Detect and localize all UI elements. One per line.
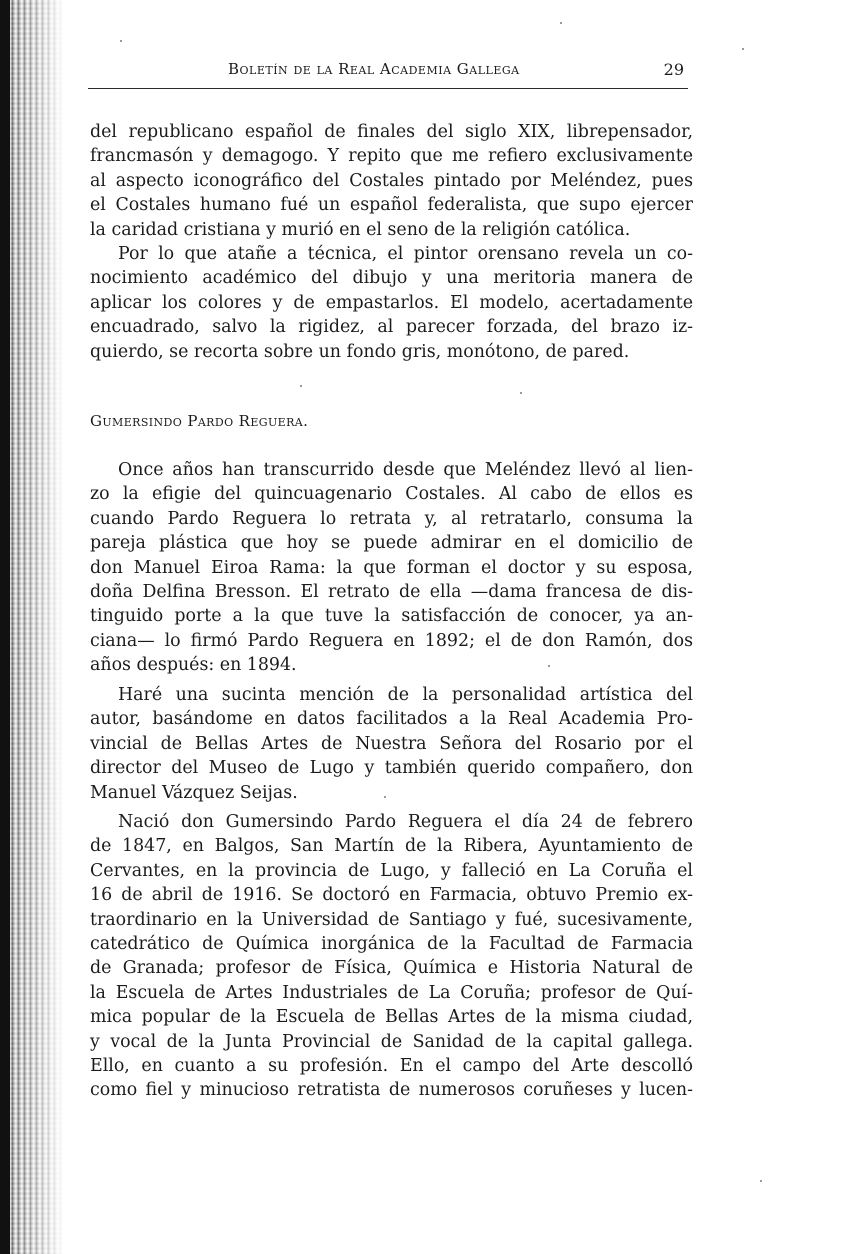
- text-line: director del Museo de Lugo y también querido compañero, don: [90, 758, 693, 779]
- paragraph-once-anos: [90, 458, 693, 678]
- header-rule: [88, 88, 688, 89]
- text-line: la caridad cristiana y murió en el seno de la religión católica.: [90, 219, 631, 240]
- paper-speck: [520, 392, 522, 394]
- text-line: el Costales humano fué un español federalista, que supo ejercer: [90, 195, 693, 216]
- text-line: mica popular de la Escuela de Bellas Artes de la misma ciudad,: [90, 1007, 693, 1028]
- text-line: la Escuela de Artes Industriales de La Coruña; profesor de Quí-: [90, 982, 693, 1003]
- text-line: al aspecto iconográfico del Costales pintado por Meléndez, pues: [90, 170, 693, 191]
- text-line: 16 de abril de 1916. Se doctoró en Farmacia, obtuvo Premio ex-: [90, 885, 693, 906]
- paper-speck: [120, 40, 122, 42]
- text-line: quierdo, se recorta sobre un fondo gris, monótono, de pared.: [90, 341, 630, 362]
- text-line: Ello, en cuanto a su profesión. En el campo del Arte descolló: [90, 1055, 693, 1076]
- text-line: del republicano español de finales del siglo XIX, librepensador,: [90, 122, 693, 142]
- journal-title: Boletín de la Real Academia Gallega: [228, 60, 520, 78]
- text-line: traordinario en la Universidad de Santiago y fué, sucesivamente,: [90, 909, 693, 930]
- text-line: como fiel y minucioso retratista de numerosos coruñeses y lucen-: [90, 1080, 693, 1101]
- text-line: autor, basándome en datos facilitados a la Real Academia Pro-: [90, 709, 693, 730]
- text-line: pareja plástica que hoy se puede admirar en el domicilio de: [90, 533, 693, 554]
- book-spine-edge: [0, 0, 10, 1254]
- text-line: y vocal de la Junta Provincial de Sanidad de la capital gallega.: [90, 1031, 693, 1052]
- text-line: don Manuel Eiroa Rama: la que forman el doctor y su esposa,: [90, 557, 693, 578]
- text-line: zo la efigie del quincuagenario Costales. Al cabo de ellos es: [90, 484, 693, 505]
- section-heading: Gumersindo Pardo Reguera.: [90, 412, 309, 430]
- paper-speck: [742, 48, 744, 50]
- text-line: doña Delfina Bresson. El retrato de ella —dama francesa de dis-: [90, 581, 693, 602]
- text-line: francmasón y demagogo. Y repito que me refiero exclusivamente: [90, 146, 693, 167]
- page-number: 29: [663, 60, 684, 79]
- text-line: Por lo que atañe a técnica, el pintor orensano revela un co-: [118, 243, 693, 264]
- text-line: Cervantes, en la provincia de Lugo, y falleció en La Coruña el: [90, 860, 693, 881]
- paper-speck: [760, 1180, 762, 1182]
- text-line: nocimiento académico del dibujo y una meritoria manera de: [90, 268, 693, 289]
- text-line: Nació don Gumersindo Pardo Reguera el día 24 de febrero: [118, 812, 693, 832]
- text-line: tinguido porte a la que tuve la satisfacción de conocer, ya an-: [90, 606, 693, 627]
- text-line: encuadrado, salvo la rigidez, al parecer forzada, del brazo iz-: [90, 317, 693, 338]
- paragraph-mencion: [90, 683, 693, 805]
- text-line: cuando Pardo Reguera lo retrata y, al retratarlo, consuma la: [90, 508, 693, 529]
- paper-speck: [300, 385, 302, 387]
- paper-speck: [560, 22, 562, 24]
- text-line: aplicar los colores y de empastarlos. El modelo, acertadamente: [90, 292, 693, 313]
- text-line: años después: en 1894.: [90, 655, 297, 676]
- paper-speck: [384, 796, 386, 798]
- text-line: ciana— lo firmó Pardo Reguera en 1892; el de don Ramón, dos: [90, 630, 693, 651]
- running-header: [88, 60, 688, 84]
- paragraph-biografia: [90, 810, 693, 1103]
- text-line: catedrático de Química inorgánica de la Facultad de Farmacia: [90, 933, 693, 954]
- text-line: Once años han transcurrido desde que Meléndez llevó al lien-: [118, 460, 693, 480]
- text-block-costales: [90, 120, 693, 364]
- text-line: Manuel Vázquez Seijas.: [90, 782, 298, 803]
- text-line: Haré una sucinta mención de la personalidad artística del: [118, 685, 693, 705]
- text-line: de 1847, en Balgos, San Martín de la Ribera, Ayuntamiento de: [90, 836, 693, 857]
- paper-speck: [548, 665, 550, 667]
- text-line: de Granada; profesor de Física, Química e Historia Natural de: [90, 958, 693, 979]
- text-line: vincial de Bellas Artes de Nuestra Señora del Rosario por el: [90, 733, 693, 754]
